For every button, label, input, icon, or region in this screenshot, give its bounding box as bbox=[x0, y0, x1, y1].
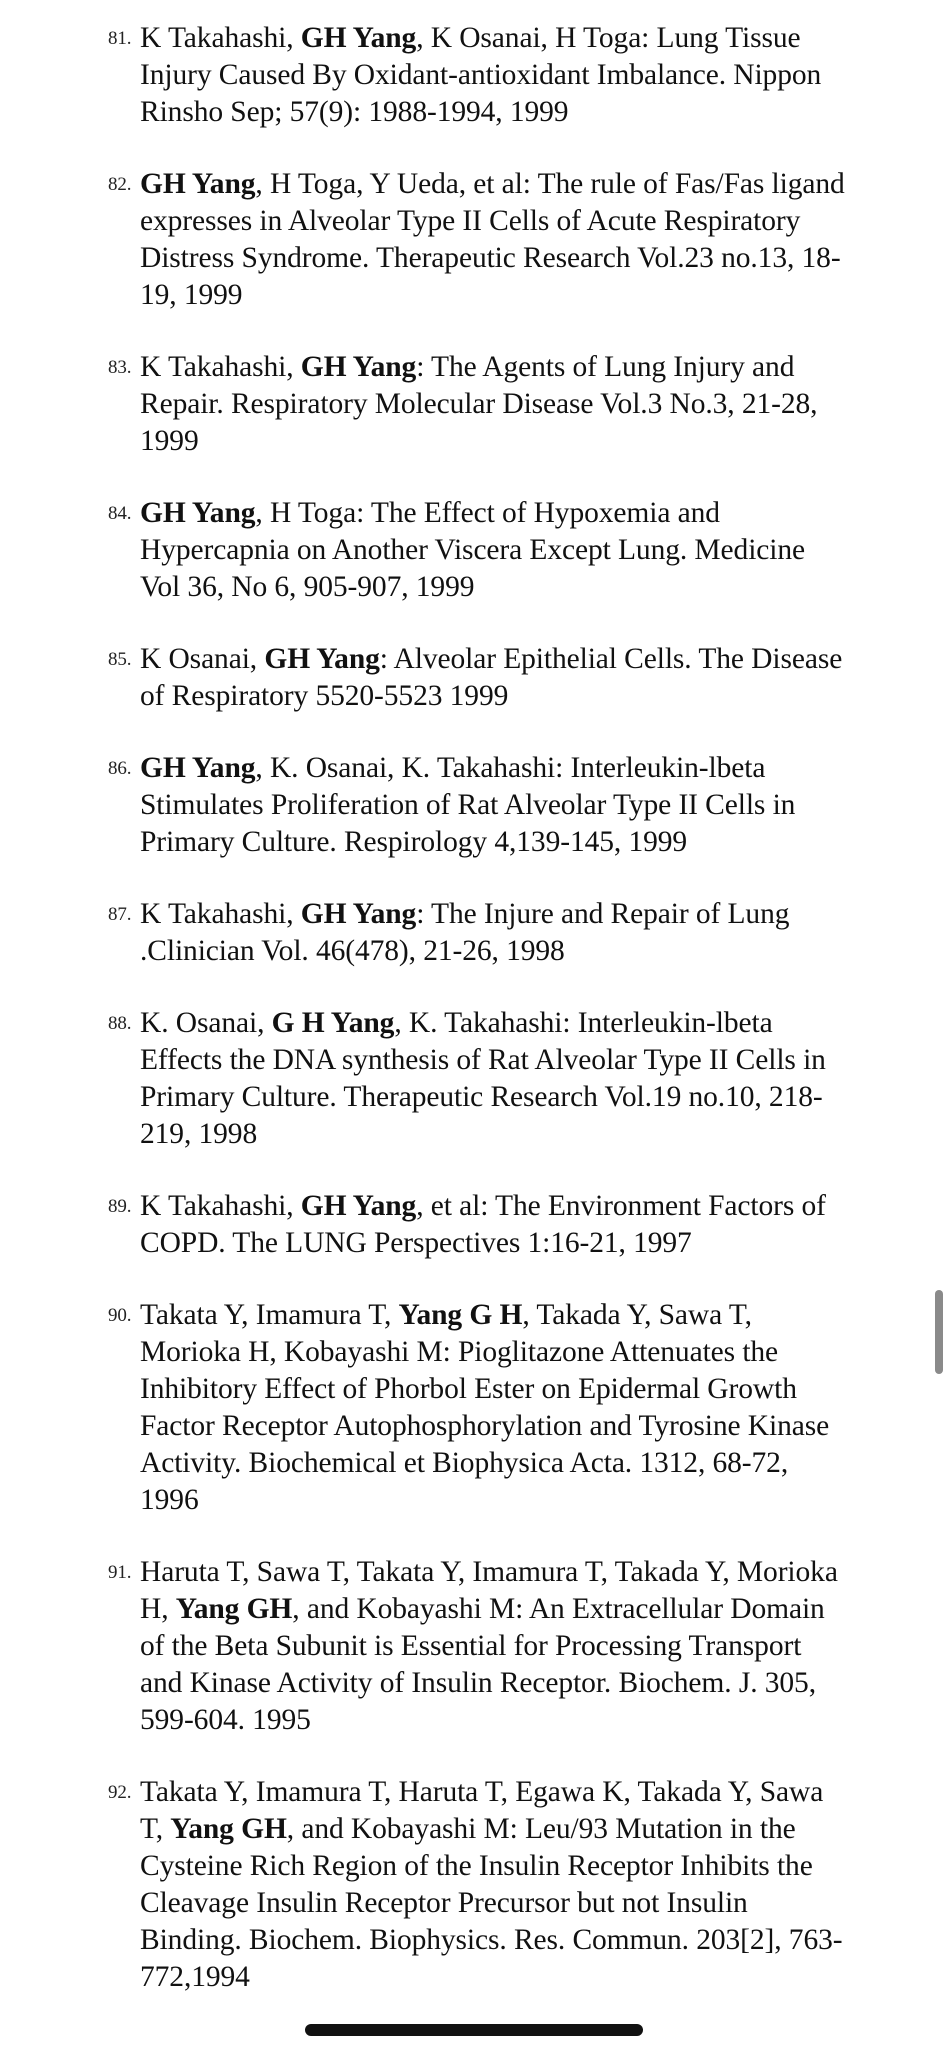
reference-segment: K. Osanai, bbox=[140, 1007, 272, 1039]
author-highlight: GH Yang bbox=[140, 168, 256, 200]
reference-text bbox=[140, 1190, 826, 1259]
reference-text bbox=[140, 1556, 838, 1736]
reference-segment: , and Kobayashi M: Leu/93 Mutation in the Cysteine Rich Region of the Insulin Receptor Inhibits the Cleavage Insulin Receptor Precursor but not Insulin Binding. Biochem. Biophysics. Res. Commun. 203[2], 763-772,1994 bbox=[140, 1813, 843, 1993]
reference-list bbox=[108, 20, 848, 2031]
reference-item bbox=[108, 896, 848, 970]
reference-number: 82. bbox=[108, 174, 132, 195]
reference-text bbox=[140, 643, 842, 712]
reference-segment: K Osanai, bbox=[140, 643, 265, 675]
reference-segment: , Takada Y, Sawa T, Morioka H, Kobayashi M: Pioglitazone Attenuates the Inhibitory Effect of Phorbol Ester on Epidermal Growth Factor Receptor Autophosphorylation and Tyrosine Kinase Activity. Biochemical et Biophysica Acta. 1312, 68-72, 1996 bbox=[140, 1299, 830, 1516]
reference-item bbox=[108, 1297, 848, 1519]
reference-segment: , H Toga, Y Ueda, et al: The rule of Fas/Fas ligand expresses in Alveolar Type II Cells of Acute Respiratory Distress Syndrome. Therapeutic Research Vol.23 no.13, 18-19, 1999 bbox=[140, 168, 845, 311]
reference-number: 81. bbox=[108, 28, 132, 49]
reference-number: 84. bbox=[108, 503, 132, 524]
reference-segment: Takata Y, Imamura T, bbox=[140, 1299, 399, 1331]
reference-item bbox=[108, 495, 848, 606]
reference-item bbox=[108, 1554, 848, 1739]
author-highlight: G H Yang bbox=[271, 1007, 395, 1039]
reference-item bbox=[108, 750, 848, 861]
reference-number: 85. bbox=[108, 649, 132, 670]
home-indicator[interactable] bbox=[305, 2024, 643, 2036]
reference-item bbox=[108, 1005, 848, 1153]
reference-item bbox=[108, 641, 848, 715]
reference-segment: K Takahashi, bbox=[140, 351, 301, 383]
reference-item bbox=[108, 20, 848, 131]
reference-segment: Haruta T, Sawa T, Takata Y, Imamura T, Takada Y, Morioka H, bbox=[140, 1556, 838, 1625]
reference-segment: , K. Takahashi: Interleukin-lbeta Effects the DNA synthesis of Rat Alveolar Type II Cells in Primary Culture. Therapeutic Research Vol.19 no.10, 218-219, 1998 bbox=[140, 1007, 826, 1150]
reference-text bbox=[140, 497, 805, 603]
reference-item bbox=[108, 1774, 848, 1996]
reference-segment: : Alveolar Epithelial Cells. The Disease of Respiratory 5520-5523 1999 bbox=[140, 643, 843, 712]
reference-segment: : The Injure and Repair of Lung .Clinician Vol. 46(478), 21-26, 1998 bbox=[140, 898, 790, 967]
author-highlight: Yang G H bbox=[398, 1299, 523, 1331]
author-highlight: Yang GH bbox=[170, 1813, 287, 1845]
reference-segment: K Takahashi, bbox=[140, 22, 301, 54]
reference-number: 87. bbox=[108, 904, 132, 925]
reference-number: 91. bbox=[108, 1562, 132, 1583]
author-highlight: GH Yang bbox=[300, 22, 417, 54]
author-highlight: GH Yang bbox=[264, 643, 380, 675]
reference-item bbox=[108, 349, 848, 460]
reference-text bbox=[140, 1007, 826, 1150]
reference-text bbox=[140, 1299, 829, 1516]
reference-item bbox=[108, 1188, 848, 1262]
reference-text bbox=[140, 752, 795, 858]
reference-segment: Takata Y, Imamura T, Haruta T, Egawa K, Takada Y, Sawa T, bbox=[140, 1776, 824, 1845]
reference-segment: , H Toga: The Effect of Hypoxemia and Hypercapnia on Another Viscera Except Lung. Medicine Vol 36, No 6, 905-907, 1999 bbox=[140, 497, 806, 603]
reference-segment: , and Kobayashi M: An Extracellular Domain of the Beta Subunit is Essential for Processing Transport and Kinase Activity of Insulin Receptor. Biochem. J. 305, 599-604. 1995 bbox=[140, 1593, 825, 1736]
reference-number: 92. bbox=[108, 1782, 132, 1803]
scroll-indicator[interactable] bbox=[935, 1290, 943, 1374]
reference-segment: , et al: The Environment Factors of COPD. The LUNG Perspectives 1:16-21, 1997 bbox=[140, 1190, 826, 1259]
author-highlight: GH Yang bbox=[140, 752, 256, 784]
reference-item bbox=[108, 166, 848, 314]
reference-number: 83. bbox=[108, 357, 132, 378]
reference-text bbox=[140, 1776, 843, 1993]
reference-text bbox=[140, 898, 789, 967]
author-highlight: GH Yang bbox=[300, 1190, 417, 1222]
reference-segment: K Takahashi, bbox=[140, 898, 301, 930]
reference-number: 90. bbox=[108, 1305, 132, 1326]
reference-number: 86. bbox=[108, 758, 132, 779]
author-highlight: GH Yang bbox=[300, 898, 417, 930]
author-highlight: Yang GH bbox=[175, 1593, 293, 1625]
reference-segment: : The Agents of Lung Injury and Repair. Respiratory Molecular Disease Vol.3 No.3, 21-28, 1999 bbox=[140, 351, 818, 457]
reference-number: 89. bbox=[108, 1196, 132, 1217]
reference-segment: K Takahashi, bbox=[140, 1190, 301, 1222]
reference-number: 88. bbox=[108, 1013, 132, 1034]
reference-text bbox=[140, 22, 821, 128]
reference-text bbox=[140, 351, 817, 457]
author-highlight: GH Yang bbox=[140, 497, 256, 529]
reference-segment: , K Osanai, H Toga: Lung Tissue Injury Caused By Oxidant-antioxidant Imbalance. Nippon Rinsho Sep; 57(9): 1988-1994, 1999 bbox=[140, 22, 822, 128]
reference-segment: , K. Osanai, K. Takahashi: Interleukin-lbeta Stimulates Proliferation of Rat Alveolar Type II Cells in Primary Culture. Respirology 4,139-145, 1999 bbox=[140, 752, 796, 858]
author-highlight: GH Yang bbox=[300, 351, 417, 383]
reference-text bbox=[140, 168, 845, 311]
